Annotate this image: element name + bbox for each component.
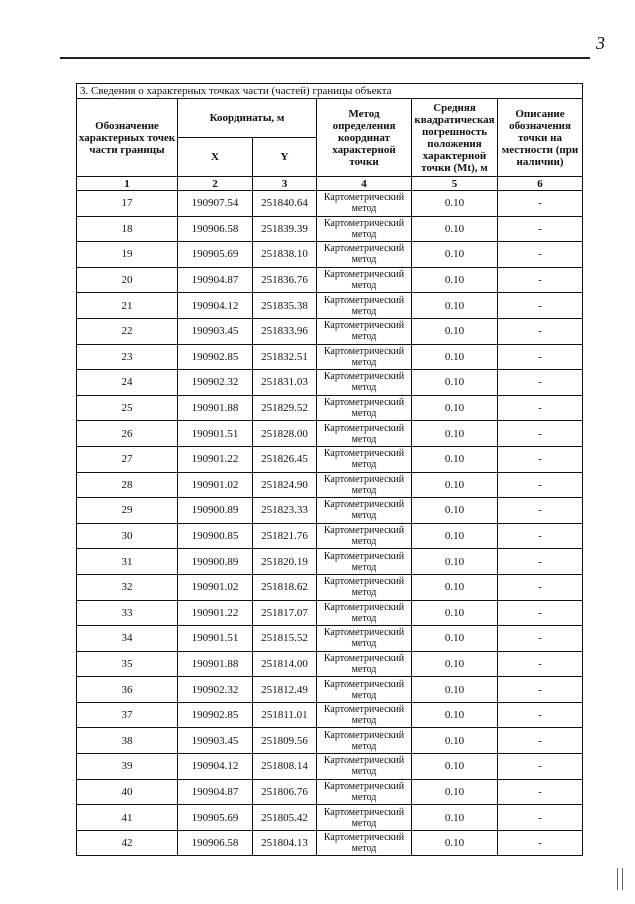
method-cell: Картометрический метод: [317, 293, 412, 319]
point-number: 20: [77, 267, 178, 293]
mean-error-cell: 0.10: [412, 446, 498, 472]
mean-error-cell: 0.10: [412, 242, 498, 268]
description-cell: -: [498, 216, 583, 242]
method-cell: Картометрический метод: [317, 830, 412, 856]
table-row: [77, 472, 583, 498]
coordinate-x: 190905.69: [178, 805, 253, 831]
mean-error-cell: 0.10: [412, 370, 498, 396]
column-number: 5: [412, 177, 498, 191]
coordinate-y: 251840.64: [253, 191, 317, 217]
point-number: 25: [77, 395, 178, 421]
point-number: 35: [77, 651, 178, 677]
points-table-body: [77, 191, 583, 856]
description-cell: -: [498, 395, 583, 421]
coordinate-y: 251828.00: [253, 421, 317, 447]
description-cell: -: [498, 728, 583, 754]
coordinate-y: 251839.39: [253, 216, 317, 242]
point-number: 21: [77, 293, 178, 319]
coordinate-x: 190906.58: [178, 830, 253, 856]
description-cell: -: [498, 344, 583, 370]
coordinate-x: 190907.54: [178, 191, 253, 217]
table-row: [77, 728, 583, 754]
point-number: 34: [77, 626, 178, 652]
coordinate-x: 190901.51: [178, 421, 253, 447]
coordinate-x: 190904.87: [178, 267, 253, 293]
mean-error-cell: 0.10: [412, 267, 498, 293]
coordinate-y: 251805.42: [253, 805, 317, 831]
point-number: 33: [77, 600, 178, 626]
mean-error-cell: 0.10: [412, 779, 498, 805]
description-cell: -: [498, 754, 583, 780]
table-row: [77, 651, 583, 677]
table-row: [77, 318, 583, 344]
column-number: 2: [178, 177, 253, 191]
mean-error-cell: 0.10: [412, 702, 498, 728]
coordinate-y: 251835.38: [253, 293, 317, 319]
point-number: 22: [77, 318, 178, 344]
coordinate-x: 190902.85: [178, 344, 253, 370]
table-row: [77, 626, 583, 652]
coordinate-x: 190901.02: [178, 574, 253, 600]
mean-error-cell: 0.10: [412, 677, 498, 703]
coordinate-y: 251811.01: [253, 702, 317, 728]
description-cell: -: [498, 370, 583, 396]
description-cell: -: [498, 421, 583, 447]
point-number: 17: [77, 191, 178, 217]
column-number: 6: [498, 177, 583, 191]
section-title: 3. Сведения о характерных точках части (частей) границы объекта: [77, 84, 583, 99]
column-number: 3: [253, 177, 317, 191]
point-number: 38: [77, 728, 178, 754]
description-cell: -: [498, 191, 583, 217]
point-number: 32: [77, 574, 178, 600]
mean-error-cell: 0.10: [412, 549, 498, 575]
page-number: 3: [596, 33, 605, 53]
coordinate-y: 251821.76: [253, 523, 317, 549]
coordinate-x: 190901.51: [178, 626, 253, 652]
table-row: [77, 549, 583, 575]
description-cell: -: [498, 600, 583, 626]
method-cell: Картометрический метод: [317, 754, 412, 780]
method-cell: Картометрический метод: [317, 805, 412, 831]
description-cell: -: [498, 779, 583, 805]
description-cell: -: [498, 318, 583, 344]
point-number: 27: [77, 446, 178, 472]
header-x: X: [178, 138, 253, 177]
table-row: [77, 421, 583, 447]
characteristic-points-table: [76, 83, 583, 856]
coordinate-y: 251817.07: [253, 600, 317, 626]
coordinate-y: 251823.33: [253, 498, 317, 524]
column-number: 4: [317, 177, 412, 191]
coordinate-x: 190901.88: [178, 395, 253, 421]
point-number: 29: [77, 498, 178, 524]
description-cell: -: [498, 498, 583, 524]
mean-error-cell: 0.10: [412, 472, 498, 498]
method-cell: Картометрический метод: [317, 344, 412, 370]
table-row: [77, 702, 583, 728]
description-cell: -: [498, 830, 583, 856]
table-row: [77, 242, 583, 268]
margin-mark: [617, 868, 623, 890]
table-row: [77, 754, 583, 780]
coordinate-y: 251836.76: [253, 267, 317, 293]
point-number: 37: [77, 702, 178, 728]
table-row: [77, 830, 583, 856]
description-cell: -: [498, 267, 583, 293]
method-cell: Картометрический метод: [317, 498, 412, 524]
point-number: 31: [77, 549, 178, 575]
mean-error-cell: 0.10: [412, 830, 498, 856]
coordinate-y: 251818.62: [253, 574, 317, 600]
mean-error-cell: 0.10: [412, 651, 498, 677]
table-row: [77, 805, 583, 831]
header-point-designation: Обозначение характерных точек части границы: [77, 99, 178, 177]
table-row: [77, 216, 583, 242]
coordinate-y: 251809.56: [253, 728, 317, 754]
method-cell: Картометрический метод: [317, 574, 412, 600]
mean-error-cell: 0.10: [412, 216, 498, 242]
table-row: [77, 600, 583, 626]
top-rule: [60, 57, 590, 59]
table-row: [77, 779, 583, 805]
coordinate-y: 251814.00: [253, 651, 317, 677]
point-number: 26: [77, 421, 178, 447]
point-number: 19: [77, 242, 178, 268]
mean-error-cell: 0.10: [412, 395, 498, 421]
coordinate-y: 251826.45: [253, 446, 317, 472]
coordinate-y: 251806.76: [253, 779, 317, 805]
coordinate-x: 190900.89: [178, 549, 253, 575]
mean-error-cell: 0.10: [412, 600, 498, 626]
coordinate-x: 190900.85: [178, 523, 253, 549]
description-cell: -: [498, 472, 583, 498]
header-y: Y: [253, 138, 317, 177]
method-cell: Картометрический метод: [317, 779, 412, 805]
column-numbers-row: [77, 177, 583, 191]
description-cell: -: [498, 293, 583, 319]
mean-error-cell: 0.10: [412, 805, 498, 831]
method-cell: Картометрический метод: [317, 626, 412, 652]
method-cell: Картометрический метод: [317, 267, 412, 293]
method-cell: Картометрический метод: [317, 523, 412, 549]
coordinate-x: 190901.88: [178, 651, 253, 677]
coordinate-x: 190904.87: [178, 779, 253, 805]
coordinate-y: 251820.19: [253, 549, 317, 575]
method-cell: Картометрический метод: [317, 651, 412, 677]
coordinate-x: 190903.45: [178, 318, 253, 344]
coordinate-x: 190905.69: [178, 242, 253, 268]
coordinate-y: 251804.13: [253, 830, 317, 856]
coordinate-y: 251808.14: [253, 754, 317, 780]
method-cell: Картометрический метод: [317, 318, 412, 344]
method-cell: Картометрический метод: [317, 446, 412, 472]
coordinate-x: 190900.89: [178, 498, 253, 524]
header-description: Описание обозначения точки на местности (при наличии): [498, 99, 583, 177]
header-coordinates: Координаты, м: [178, 99, 317, 138]
coordinate-y: 251829.52: [253, 395, 317, 421]
method-cell: Картометрический метод: [317, 242, 412, 268]
coordinate-x: 190903.45: [178, 728, 253, 754]
coordinate-y: 251833.96: [253, 318, 317, 344]
table-row: [77, 370, 583, 396]
description-cell: -: [498, 242, 583, 268]
method-cell: Картометрический метод: [317, 395, 412, 421]
description-cell: -: [498, 446, 583, 472]
table-row: [77, 446, 583, 472]
mean-error-cell: 0.10: [412, 498, 498, 524]
point-number: 23: [77, 344, 178, 370]
method-cell: Картометрический метод: [317, 216, 412, 242]
coordinate-y: 251824.90: [253, 472, 317, 498]
coordinate-x: 190904.12: [178, 293, 253, 319]
coordinate-y: 251832.51: [253, 344, 317, 370]
mean-error-cell: 0.10: [412, 318, 498, 344]
point-number: 41: [77, 805, 178, 831]
coordinate-y: 251815.52: [253, 626, 317, 652]
coordinate-x: 190902.32: [178, 370, 253, 396]
table-row: [77, 498, 583, 524]
coordinate-x: 190906.58: [178, 216, 253, 242]
point-number: 28: [77, 472, 178, 498]
point-number: 24: [77, 370, 178, 396]
description-cell: -: [498, 523, 583, 549]
mean-error-cell: 0.10: [412, 344, 498, 370]
method-cell: Картометрический метод: [317, 472, 412, 498]
coordinate-x: 190901.22: [178, 446, 253, 472]
description-cell: -: [498, 549, 583, 575]
description-cell: -: [498, 626, 583, 652]
coordinate-x: 190902.85: [178, 702, 253, 728]
description-cell: -: [498, 574, 583, 600]
coordinate-x: 190901.22: [178, 600, 253, 626]
table-row: [77, 677, 583, 703]
method-cell: Картометрический метод: [317, 191, 412, 217]
point-number: 39: [77, 754, 178, 780]
description-cell: -: [498, 702, 583, 728]
mean-error-cell: 0.10: [412, 421, 498, 447]
method-cell: Картометрический метод: [317, 600, 412, 626]
mean-error-cell: 0.10: [412, 754, 498, 780]
mean-error-cell: 0.10: [412, 626, 498, 652]
coordinate-y: 251831.03: [253, 370, 317, 396]
table-row: [77, 523, 583, 549]
point-number: 30: [77, 523, 178, 549]
header-method: Метод определения координат характерной точки: [317, 99, 412, 177]
table-row: [77, 267, 583, 293]
header-mean-error: Средняя квадратическая погрешность положения характерной точки (Mt), м: [412, 99, 498, 177]
coordinate-y: 251838.10: [253, 242, 317, 268]
point-number: 36: [77, 677, 178, 703]
table-row: [77, 293, 583, 319]
method-cell: Картометрический метод: [317, 370, 412, 396]
method-cell: Картометрический метод: [317, 702, 412, 728]
mean-error-cell: 0.10: [412, 293, 498, 319]
mean-error-cell: 0.10: [412, 574, 498, 600]
method-cell: Картометрический метод: [317, 549, 412, 575]
description-cell: -: [498, 805, 583, 831]
mean-error-cell: 0.10: [412, 191, 498, 217]
mean-error-cell: 0.10: [412, 728, 498, 754]
point-number: 42: [77, 830, 178, 856]
coordinate-x: 190901.02: [178, 472, 253, 498]
table-row: [77, 344, 583, 370]
table-row: [77, 395, 583, 421]
point-number: 40: [77, 779, 178, 805]
table-row: [77, 191, 583, 217]
table-row: [77, 574, 583, 600]
point-number: 18: [77, 216, 178, 242]
method-cell: Картометрический метод: [317, 728, 412, 754]
column-number: 1: [77, 177, 178, 191]
mean-error-cell: 0.10: [412, 523, 498, 549]
coordinate-x: 190902.32: [178, 677, 253, 703]
description-cell: -: [498, 651, 583, 677]
coordinate-y: 251812.49: [253, 677, 317, 703]
description-cell: -: [498, 677, 583, 703]
method-cell: Картометрический метод: [317, 421, 412, 447]
method-cell: Картометрический метод: [317, 677, 412, 703]
coordinate-x: 190904.12: [178, 754, 253, 780]
